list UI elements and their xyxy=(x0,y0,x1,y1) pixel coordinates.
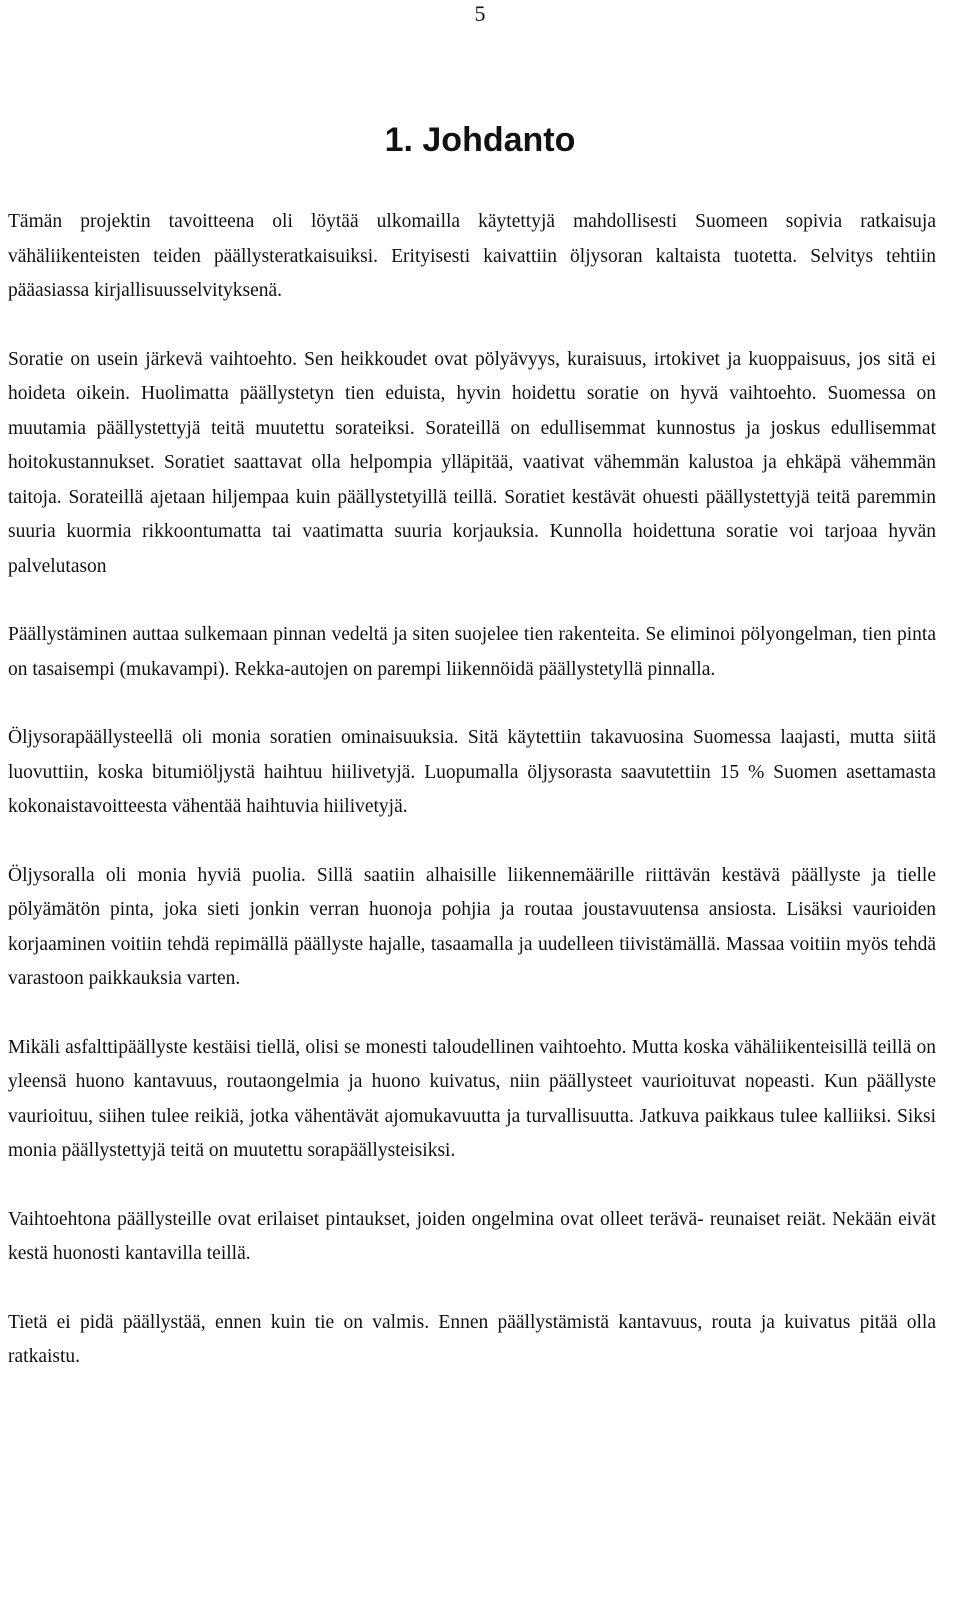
paragraph-asphalt: Mikäli asfalttipäällyste kestäisi tiellä, olisi se monesti taloudellinen vaihtoehto. Mutta koska vähäliikenteisillä teillä on yleensä huono kantavuus, routaongelmia ja huono kuivatus, niin päällysteet vaurioituvat nopeasti. Kun päällyste vaurioituu, siihen tulee reikiä, jotka vähentävät ajomukavuutta ja turvallisuutta. Jatkuva paikkaus tulee kalliiksi. Siksi monia päällystettyjä teitä on muutettu sorapäällysteisiksi. xyxy=(8,1036,936,1161)
paragraph-intro: Tämän projektin tavoitteena oli löytää ulkomailla käytettyjä mahdollisesti Suomeen sopivia ratkaisuja vähäliikenteisten teiden päällysteratkaisuiksi. Erityisesti kaivattiin öljysoran kaltaista tuotetta. Selvitys tehtiin pääasiassa kirjallisuusselvityksenä. xyxy=(8,211,936,301)
body-text xyxy=(8,205,936,1409)
paragraph-surface-dressing: Vaihtoehtona päällysteille ovat erilaiset pintaukset, joiden ongelmina ovat olleet terävä- reunaiset reiät. Nekään eivät kestä huonosti kantavilla teillä. xyxy=(8,1208,936,1264)
chapter-title: 1. Johdanto xyxy=(384,121,576,159)
paragraph-readiness: Tietä ei pidä päällystää, ennen kuin tie on valmis. Ennen päällystämistä kantavuus, routa ja kuivatus pitää olla ratkaistu. xyxy=(8,1311,936,1367)
paragraph-paving: Päällystäminen auttaa sulkemaan pinnan vedeltä ja siten suojelee tien rakenteita. Se eliminoi pölyongelman, tien pinta on tasaisempi (mukavampi). Rekka-autojen on parempi liikennöidä päällystetyllä pinnalla. xyxy=(8,624,936,680)
paragraph-oil-gravel: Öljysorapäällysteellä oli monia soratien ominaisuuksia. Sitä käytettiin takavuosina Suomessa laajasti, mutta siitä luovuttiin, koska bitumiöljystä haihtuu hiilivetyjä. Luopumalla öljysorasta saavutettiin 15 % Suomen asettamasta kokonaistavoitteesta vähentää haihtuvia hiilivetyjä. xyxy=(8,727,936,817)
paragraph-gravel-road: Soratie on usein järkevä vaihtoehto. Sen heikkoudet ovat pölyävyys, kuraisuus, irtokivet ja kuoppaisuus, jos sitä ei hoideta oikein. Huolimatta päällystetyn tien eduista, hyvin hoidettu soratie on hyvä vaihtoehto. Suomessa on muutamia päällystettyjä teitä muutettu sorateiksi. Sorateillä on edullisemmat kunnostus ja joskus edullisemmat hoitokustannukset. Soratiet saattavat olla helpompia ylläpitää, vaativat vähemmän kalustoa ja ehkäpä vähemmän taitoja. Sorateillä ajetaan hiljempaa kuin päällystetyillä teillä. Soratiet kestävät ohuesti päällystettyjä teitä paremmin suuria kuormia rikkoontumatta tai vaatimatta suuria korjauksia. Kunnolla hoidettuna soratie voi tarjoaa hyvän palvelutason xyxy=(8,348,936,577)
paragraph-oil-gravel-benefits: Öljysoralla oli monia hyviä puolia. Sillä saatiin alhaisille liikennemäärille riittävän kestävä päällyste ja tielle pölyämätön pinta, joka sieti jonkin verran huonoja pohjia ja routaa joustavuutensa ansiosta. Lisäksi vaurioiden korjaaminen voitiin tehdä repimällä päällyste hajalle, tasaamalla ja uudelleen tiivistämällä. Massaa voitiin myös tehdä varastoon paikkauksia varten. xyxy=(8,864,936,989)
page-number: 5 xyxy=(474,1,486,26)
